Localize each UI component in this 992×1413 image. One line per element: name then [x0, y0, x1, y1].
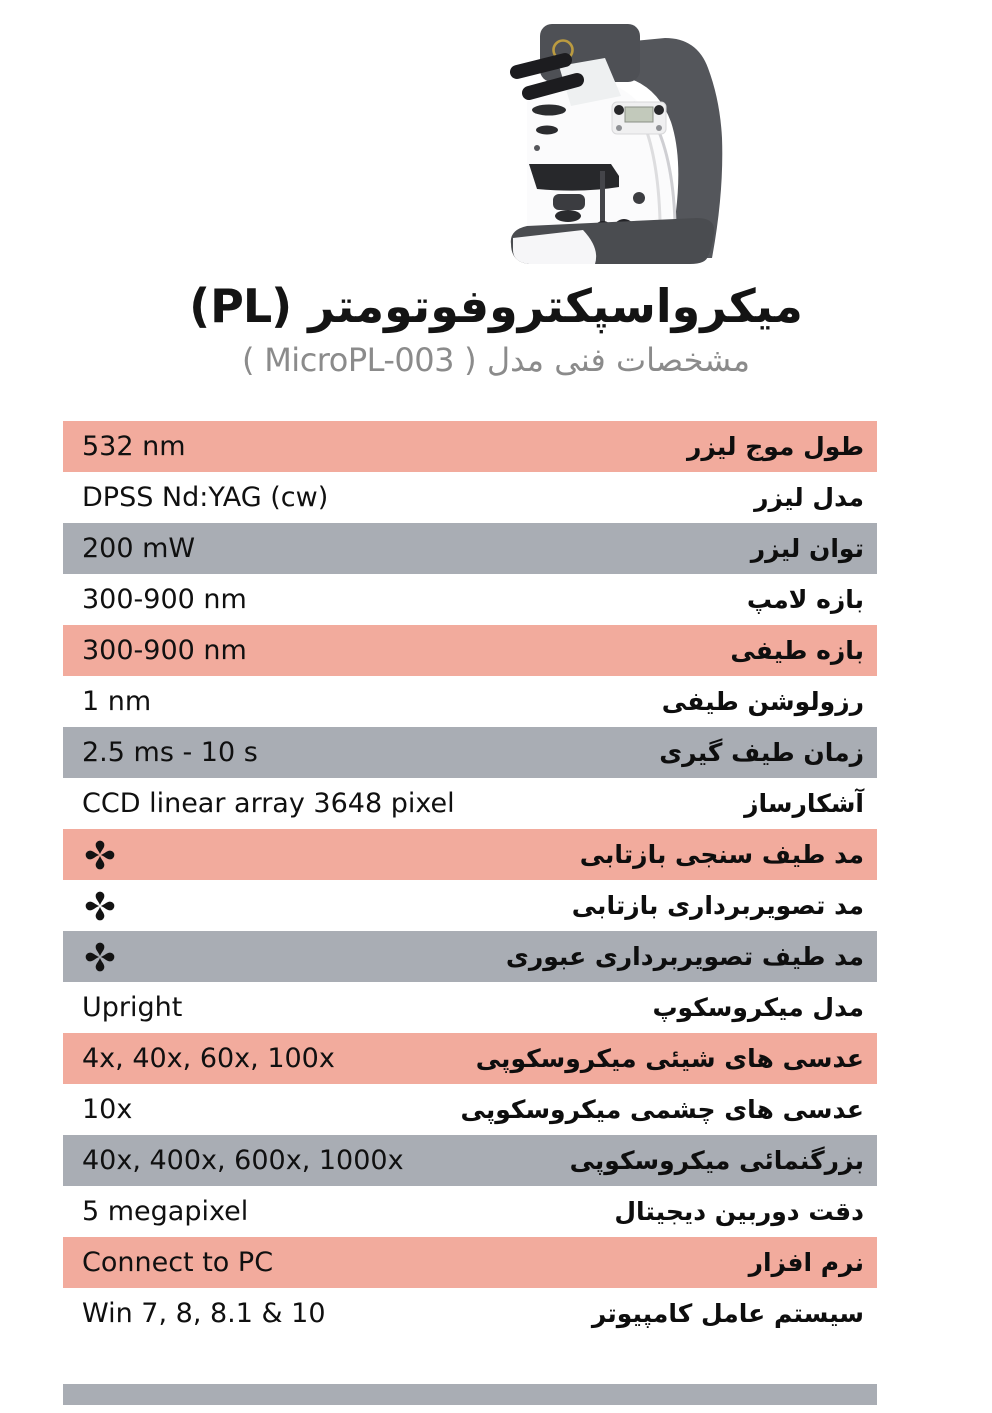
spec-table-row	[63, 1135, 877, 1186]
spec-table-row	[63, 1288, 877, 1339]
spec-value-text: 300-900 nm	[82, 635, 247, 666]
spec-value	[63, 737, 258, 768]
spec-label: مدل میکروسکوپ	[652, 993, 864, 1022]
spec-value	[63, 1043, 335, 1074]
footer-bar	[63, 1384, 877, 1405]
spec-table-row	[63, 574, 877, 625]
spec-table-row	[63, 1033, 877, 1084]
spec-value-text: 300-900 nm	[82, 584, 247, 615]
spec-value-text: DPSS Nd:YAG (cw)	[82, 482, 329, 513]
spec-table-row	[63, 982, 877, 1033]
spec-value-text: 200 mW	[82, 533, 196, 564]
spec-value	[63, 1247, 273, 1278]
spec-table-row	[63, 676, 877, 727]
spec-value-text: Connect to PC	[82, 1247, 274, 1278]
spec-label: مد تصویربرداری بازتابی	[571, 891, 864, 920]
page-subtitle: مشخصات فنی مدل ( MicroPL-003 )	[242, 340, 750, 379]
spec-value-text: 532 nm	[82, 431, 186, 462]
spec-value	[63, 533, 195, 564]
spec-value-text: 2.5 ms - 10 s	[82, 737, 258, 768]
spec-value-text: 5 megapixel	[82, 1196, 249, 1227]
spec-table-row	[63, 1237, 877, 1288]
spec-value	[63, 1145, 404, 1176]
spec-label: بزرگنمائی میکروسکوپی	[569, 1146, 864, 1175]
spec-table-row	[63, 523, 877, 574]
spec-label: طول موج لیزر	[686, 432, 864, 461]
spec-value	[63, 942, 115, 972]
spec-label: عدسی های چشمی میکروسکوپی	[460, 1095, 864, 1124]
spec-value-text: 4x, 40x, 60x, 100x	[82, 1043, 335, 1074]
spec-label: رزولوشن طیفی	[661, 687, 864, 716]
mode-supported-icon	[85, 840, 115, 870]
mode-supported-icon	[85, 942, 115, 972]
spec-table-row	[63, 1084, 877, 1135]
spec-label: مد طیف تصویربرداری عبوری	[505, 942, 864, 971]
spec-value-text: Win 7, 8, 8.1 & 10	[82, 1298, 326, 1329]
spec-value	[63, 482, 328, 513]
spec-value-text: CCD linear array 3648 pixel	[82, 788, 455, 819]
spec-value-text: 10x	[82, 1094, 133, 1125]
spec-value	[63, 891, 115, 921]
spec-table-row	[63, 931, 877, 982]
spec-label: مد طیف سنجی بازتابی	[579, 840, 864, 869]
spec-table-row	[63, 829, 877, 880]
spec-label: دقت دوربین دیجیتال	[614, 1197, 864, 1226]
spec-value-text: 40x, 400x, 600x, 1000x	[82, 1145, 404, 1176]
spec-value-text: Upright	[82, 992, 183, 1023]
spec-table	[63, 421, 877, 1339]
spec-label: زمان طیف گیری	[659, 738, 864, 767]
spec-table-row	[63, 727, 877, 778]
spec-value	[63, 635, 247, 666]
microscope-illustration	[465, 6, 765, 281]
spec-label: بازه طیفی	[730, 636, 864, 665]
spec-value	[63, 431, 186, 462]
spec-label: عدسی های شیئی میکروسکوپی	[475, 1044, 864, 1073]
page-title: میکرواسپکتروفوتومتر (PL)	[189, 279, 803, 333]
mode-supported-icon	[85, 891, 115, 921]
spec-label: بازه لامپ	[746, 585, 864, 614]
spec-value	[63, 788, 455, 819]
spec-label: آشکارساز	[744, 789, 864, 818]
spec-label: مدل لیزر	[754, 483, 864, 512]
spec-label: سیستم عامل کامپیوتر	[591, 1299, 864, 1328]
spec-label: نرم افزار	[748, 1248, 864, 1277]
spec-value	[63, 992, 182, 1023]
spec-table-row	[63, 778, 877, 829]
title-block	[0, 280, 992, 379]
spec-table-row	[63, 880, 877, 931]
spec-value-text: 1 nm	[82, 686, 152, 717]
spec-table-row	[63, 421, 877, 472]
spec-value	[63, 840, 115, 870]
spec-table-row	[63, 472, 877, 523]
spec-value	[63, 584, 247, 615]
spec-label: توان لیزر	[750, 534, 864, 563]
spec-value	[63, 1298, 326, 1329]
spec-table-row	[63, 625, 877, 676]
microscope-image	[465, 6, 765, 281]
spec-value	[63, 1196, 248, 1227]
spec-value	[63, 1094, 132, 1125]
spec-value	[63, 686, 151, 717]
spec-table-row	[63, 1186, 877, 1237]
